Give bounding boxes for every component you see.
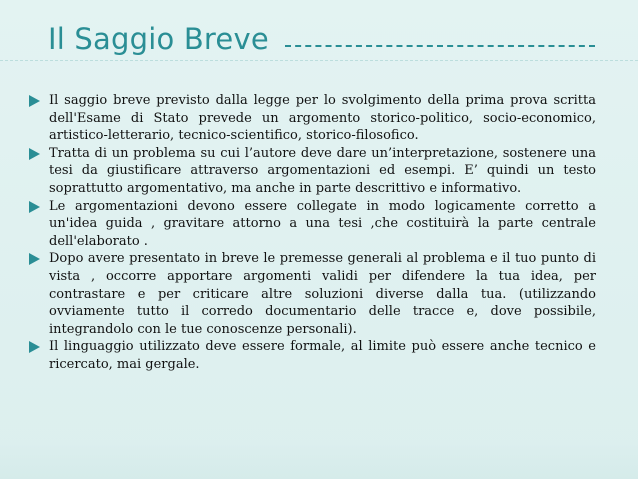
triangle-bullet-icon xyxy=(29,201,40,213)
slide-title: Il Saggio Breve xyxy=(48,22,269,56)
bullet-text: Dopo avere presentato in breve le premesse generali al problema e il tuo punto di vista , occorre apportare argomenti validi per difendere la tua idea, per contrastare e per criticare altre soluzioni diverse dalla tua. (utilizzando ovviamente tutto il corredo documentario delle tracce e, dove possibile, integrandolo con le tue conoscenze personali). xyxy=(49,251,596,337)
triangle-bullet-icon xyxy=(29,253,40,265)
background-fade xyxy=(0,439,638,479)
bullet-text: Il saggio breve previsto dalla legge per lo svolgimento della prima prova scritta dell'Esame di Stato prevede un argomento storico-politico, socio-economico, artistico-letterario, tecnico-scientifico, storico-filosofico. xyxy=(49,93,596,144)
bullet-text: Le argomentazioni devono essere collegate in modo logicamente corretto a un'idea guida , gravitare attorno a una tesi ,che costituirà la parte centrale dell'elaborato . xyxy=(49,198,596,249)
triangle-bullet-icon xyxy=(29,95,40,107)
title-divider xyxy=(0,60,638,61)
bullet-item xyxy=(0,250,638,338)
bullet-item xyxy=(0,198,638,251)
triangle-bullet-icon xyxy=(29,341,40,353)
bullet-item xyxy=(0,145,638,198)
bullet-text: Il linguaggio utilizzato deve essere formale, al limite può essere anche tecnico e ricercato, mai gergale. xyxy=(49,339,596,372)
title-dashed-rule xyxy=(285,45,595,47)
title-area xyxy=(0,0,638,78)
triangle-bullet-icon xyxy=(29,148,40,160)
bullet-list xyxy=(0,92,638,374)
bullet-item xyxy=(0,92,638,145)
bullet-text: Tratta di un problema su cui l’autore deve dare un’interpretazione, sostenere una tesi da giustificare attraverso argomentazioni ed esempi. E’ quindi un testo soprattutto argomentativo, ma anche in parte descrittivo e informativo. xyxy=(49,145,596,196)
bullet-item xyxy=(0,338,638,373)
